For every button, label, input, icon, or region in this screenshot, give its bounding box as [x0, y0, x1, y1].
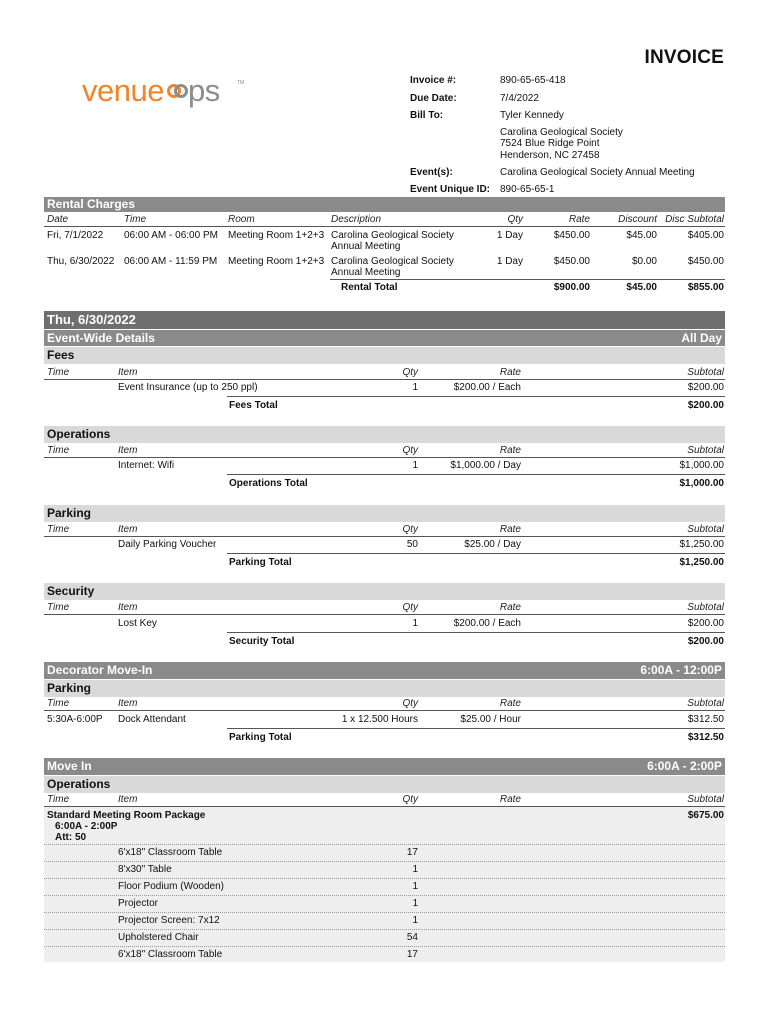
svg-text:venue: venue	[82, 74, 164, 108]
fees-header-rule	[44, 379, 725, 380]
parking-header-rule	[44, 536, 725, 537]
fees-item: Event Insurance (up to 250 ppl)	[118, 382, 258, 393]
row-divider	[44, 895, 725, 896]
bill-to-name: Tyler Kennedy	[500, 110, 564, 121]
fees-qty: 1	[412, 382, 418, 393]
invoice-title: INVOICE	[644, 47, 724, 68]
rental-col-disc-subtotal: Disc Subtotal	[665, 214, 724, 225]
fees-section-header	[44, 347, 725, 364]
bill-to-org: Carolina Geological Society	[500, 127, 623, 138]
package-item-name: Floor Podium (Wooden)	[118, 881, 224, 892]
rental-rate: $450.00	[553, 256, 590, 267]
bill-to-label: Bill To:	[410, 110, 444, 121]
decorator-col-time: Time	[47, 698, 70, 709]
decorator-col-subtotal: Subtotal	[687, 698, 724, 709]
decorator-col-rate: Rate	[499, 698, 521, 709]
parking-subtotal: $1,250.00	[679, 539, 724, 550]
package-item-name: 6'x18" Classroom Table	[118, 847, 223, 858]
movein-col-qty: Qty	[402, 794, 418, 805]
fees-total-label: Fees Total	[229, 400, 278, 411]
operations-title: Operations	[47, 427, 111, 441]
rental-discount: $0.00	[631, 256, 657, 267]
operations-col-item: Item	[118, 445, 138, 456]
row-divider	[44, 844, 725, 845]
rental-total-discount: $45.00	[626, 282, 657, 293]
parking-title: Parking	[47, 506, 92, 520]
package-item-qty: 17	[406, 847, 418, 858]
rental-charges-bar	[44, 197, 725, 212]
operations-total-label: Operations Total	[229, 478, 308, 489]
rental-total-subtotal: $855.00	[687, 282, 724, 293]
package-item-name: Upholstered Chair	[118, 932, 199, 943]
rental-col-room: Room	[228, 214, 255, 225]
rental-total-label: Rental Total	[341, 282, 398, 293]
parking-qty: 50	[406, 539, 418, 550]
fees-rate: $200.00 / Each	[453, 382, 521, 393]
operations-total: $1,000.00	[679, 478, 724, 489]
operations-subtotal: $1,000.00	[679, 460, 724, 471]
security-qty: 1	[412, 618, 418, 629]
security-col-qty: Qty	[402, 602, 418, 613]
decorator-col-item: Item	[118, 698, 138, 709]
parking-total-label: Parking Total	[229, 557, 292, 568]
rental-total-rule	[330, 279, 725, 280]
invoice-number: 890-65-65-418	[500, 75, 566, 86]
decorator-movein-bar	[44, 662, 725, 679]
package-item-name: 6'x18" Classroom Table	[118, 949, 223, 960]
fees-subtotal: $200.00	[687, 382, 724, 393]
rental-subtotal: $450.00	[687, 256, 724, 267]
fees-total-rule	[227, 396, 725, 397]
operations-section-header	[44, 426, 725, 443]
movein-range: 6:00A - 2:00P	[647, 759, 722, 773]
decorator-qty: 1 x 12.500 Hours	[341, 714, 418, 725]
decorator-item: Dock Attendant	[118, 714, 186, 725]
parking-col-subtotal: Subtotal	[687, 524, 724, 535]
rental-date: Thu, 6/30/2022	[47, 256, 115, 267]
row-divider	[44, 878, 725, 879]
movein-col-subtotal: Subtotal	[687, 794, 724, 805]
package-subtotal: $675.00	[687, 810, 724, 821]
package-item-name: Projector	[118, 898, 159, 909]
decorator-movein-title: Decorator Move-In	[47, 663, 153, 677]
decorator-time: 5:30A-6:00P	[47, 714, 103, 725]
operations-qty: 1	[412, 460, 418, 471]
due-date-label: Due Date:	[410, 93, 457, 104]
row-divider	[44, 946, 725, 947]
movein-operations-title: Operations	[47, 777, 111, 791]
decorator-total: $312.50	[687, 732, 724, 743]
movein-title: Move In	[47, 759, 92, 773]
security-rate: $200.00 / Each	[453, 618, 521, 629]
parking-total-rule	[227, 553, 725, 554]
rental-total-rate: $900.00	[553, 282, 590, 293]
movein-col-item: Item	[118, 794, 138, 805]
rental-rate: $450.00	[553, 230, 590, 241]
parking-item: Daily Parking Voucher	[118, 539, 217, 550]
security-col-item: Item	[118, 602, 138, 613]
movein-col-time: Time	[47, 794, 70, 805]
decorator-total-label: Parking Total	[229, 732, 292, 743]
package-item-qty: 1	[412, 864, 418, 875]
decorator-header-rule	[44, 710, 725, 711]
package-item-qty: 54	[406, 932, 418, 943]
parking-col-time: Time	[47, 524, 70, 535]
event-wide-bar	[44, 330, 725, 346]
operations-col-qty: Qty	[402, 445, 418, 456]
fees-total: $200.00	[687, 400, 724, 411]
parking-col-qty: Qty	[402, 524, 418, 535]
operations-col-time: Time	[47, 445, 70, 456]
row-divider	[44, 929, 725, 930]
rental-subtotal: $405.00	[687, 230, 724, 241]
operations-header-rule	[44, 457, 725, 458]
parking-section-header	[44, 505, 725, 522]
movein-col-rate: Rate	[499, 794, 521, 805]
decorator-movein-range: 6:00A - 12:00P	[640, 663, 722, 677]
rental-qty: 1 Day	[496, 256, 523, 267]
row-divider	[44, 912, 725, 913]
fees-col-item: Item	[118, 367, 138, 378]
package-name: Standard Meeting Room Package	[47, 810, 206, 821]
event-wide-range: All Day	[681, 331, 722, 345]
event-uid: 890-65-65-1	[500, 184, 555, 195]
operations-total-rule	[227, 474, 725, 475]
package-item-qty: 1	[412, 915, 418, 926]
invoice-number-label: Invoice #:	[410, 75, 457, 86]
parking-col-item: Item	[118, 524, 138, 535]
rental-col-qty: Qty	[507, 214, 523, 225]
security-subtotal: $200.00	[687, 618, 724, 629]
day-header-bar	[44, 311, 725, 329]
security-col-rate: Rate	[499, 602, 521, 613]
decorator-parking-title: Parking	[47, 681, 92, 695]
operations-col-subtotal: Subtotal	[687, 445, 724, 456]
movein-bar	[44, 758, 725, 775]
rental-header-rule	[44, 226, 725, 227]
decorator-rate: $25.00 / Hour	[460, 714, 521, 725]
fees-col-time: Time	[47, 367, 70, 378]
security-header-rule	[44, 614, 725, 615]
package-item-name: 8'x30" Table	[118, 864, 172, 875]
security-total-rule	[227, 632, 725, 633]
package-item-qty: 1	[412, 881, 418, 892]
row-divider	[44, 861, 725, 862]
security-total-label: Security Total	[229, 636, 295, 647]
movein-operations-header	[44, 776, 725, 793]
rental-date: Fri, 7/1/2022	[47, 230, 104, 241]
fees-col-rate: Rate	[499, 367, 521, 378]
rental-qty: 1 Day	[496, 230, 523, 241]
decorator-total-rule	[227, 728, 725, 729]
rental-col-date: Date	[47, 214, 69, 225]
security-col-subtotal: Subtotal	[687, 602, 724, 613]
package-item-qty: 1	[412, 898, 418, 909]
rental-col-description: Description	[331, 214, 382, 225]
security-section-header	[44, 583, 725, 600]
security-total: $200.00	[687, 636, 724, 647]
event-wide-title: Event-Wide Details	[47, 331, 155, 345]
rental-col-discount: Discount	[618, 214, 657, 225]
rental-description-line2: Annual Meeting	[331, 241, 401, 252]
decorator-subtotal: $312.50	[687, 714, 724, 725]
rental-room: Meeting Room 1+2+3	[228, 256, 325, 267]
rental-charges-title: Rental Charges	[47, 197, 136, 211]
bill-to-address-line1: 7524 Blue Ridge Point	[500, 138, 600, 149]
rental-description-line2: Annual Meeting	[331, 267, 401, 278]
operations-col-rate: Rate	[499, 445, 521, 456]
svg-text:ps: ps	[188, 74, 220, 108]
rental-col-time: Time	[124, 214, 147, 225]
event-uid-label: Event Unique ID:	[410, 184, 491, 195]
package-item-name: Projector Screen: 7x12	[118, 915, 220, 926]
venueops-logo	[82, 74, 244, 110]
parking-rate: $25.00 / Day	[464, 539, 521, 550]
security-title: Security	[47, 584, 95, 598]
rental-description: Carolina Geological Society	[331, 230, 454, 241]
package-attendance: Att: 50	[55, 832, 87, 843]
fees-title: Fees	[47, 348, 75, 362]
svg-text:TM: TM	[237, 80, 244, 86]
parking-total: $1,250.00	[679, 557, 724, 568]
rental-discount: $45.00	[626, 230, 657, 241]
fees-col-qty: Qty	[402, 367, 418, 378]
rental-col-rate: Rate	[568, 214, 590, 225]
due-date: 7/4/2022	[500, 93, 539, 104]
security-item: Lost Key	[118, 618, 157, 629]
package-item-qty: 17	[406, 949, 418, 960]
bill-to-address-line2: Henderson, NC 27458	[500, 150, 600, 161]
package-time: 6:00A - 2:00P	[55, 821, 118, 832]
security-col-time: Time	[47, 602, 70, 613]
decorator-col-qty: Qty	[402, 698, 418, 709]
rental-time: 06:00 AM - 06:00 PM	[124, 230, 218, 241]
rental-description: Carolina Geological Society	[331, 256, 454, 267]
parking-col-rate: Rate	[499, 524, 521, 535]
operations-rate: $1,000.00 / Day	[450, 460, 521, 471]
rental-time: 06:00 AM - 11:59 PM	[124, 256, 218, 267]
events-label: Event(s):	[410, 167, 453, 178]
rental-room: Meeting Room 1+2+3	[228, 230, 325, 241]
operations-item: Internet: Wifi	[118, 460, 175, 471]
decorator-parking-header	[44, 680, 725, 697]
fees-col-subtotal: Subtotal	[687, 367, 724, 378]
events-value: Carolina Geological Society Annual Meeting	[500, 167, 695, 178]
day-title: Thu, 6/30/2022	[47, 312, 136, 327]
